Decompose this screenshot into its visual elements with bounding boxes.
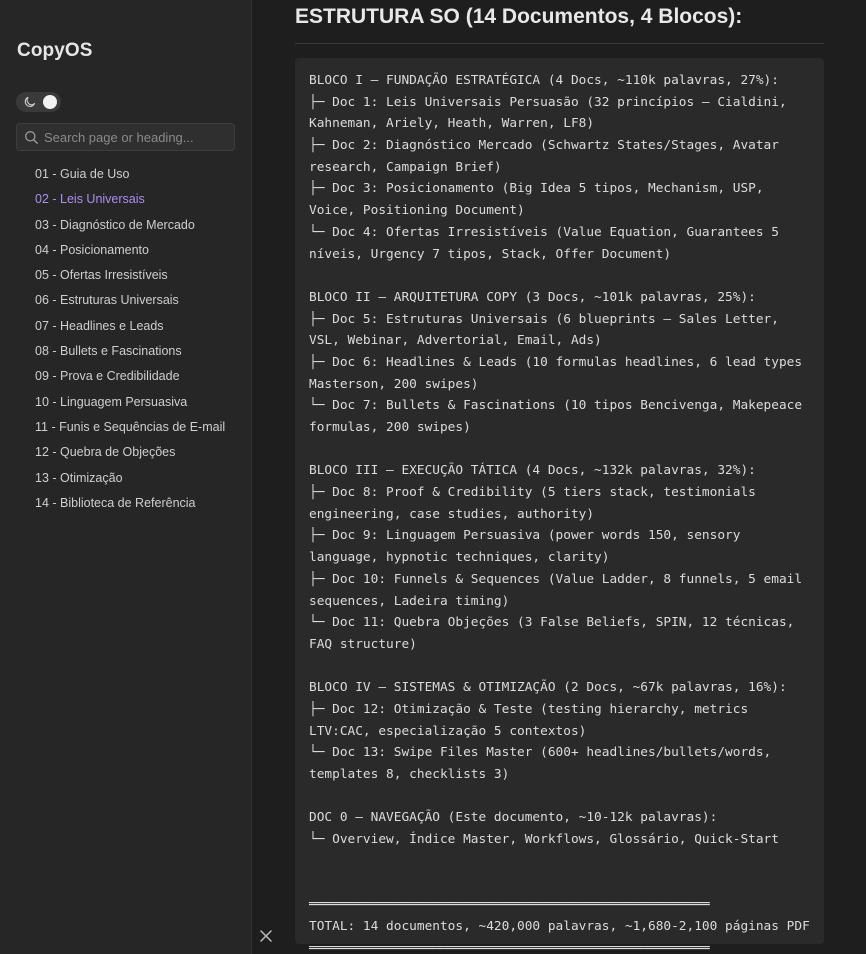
code-line: └─ Doc 11: Quebra Objeções (3 False Beliefs, SPIN, 12 técnicas, bbox=[309, 615, 795, 631]
code-line: sequences, Ladeira timing) bbox=[309, 593, 510, 609]
code-line bbox=[309, 439, 810, 461]
close-icon[interactable] bbox=[259, 929, 273, 943]
search-input[interactable] bbox=[44, 124, 230, 150]
code-line: └─ Doc 13: Swipe Files Master (600+ headlines/bullets/words, bbox=[309, 745, 772, 761]
code-line: BLOCO II — ARQUITETURA COPY (3 Docs, ~101k palavras, 25%): bbox=[309, 289, 756, 305]
code-line: templates 8, checklists 3) bbox=[309, 767, 510, 782]
code-line bbox=[309, 265, 810, 287]
code-line: Masterson, 200 swipes) bbox=[309, 376, 479, 392]
code-line: ════════════════════════════════════════════════════ bbox=[309, 897, 710, 913]
code-line: └─ Doc 4: Ofertas Irresistíveis (Value Equation, Guarantees 5 bbox=[309, 224, 779, 240]
sidebar-item[interactable]: 04 - Posicionamento bbox=[35, 242, 149, 257]
code-line: ├─ Doc 6: Headlines & Leads (10 formulas headlines, 6 lead types bbox=[309, 354, 803, 370]
code-line: engineering, case studies, authority) bbox=[309, 506, 595, 522]
sidebar-item[interactable]: 05 - Ofertas Irresistíveis bbox=[35, 268, 168, 283]
sidebar-item[interactable]: 10 - Linguagem Persuasiva bbox=[35, 394, 188, 409]
code-line: LTV:CAC, especialização 5 contextos) bbox=[309, 723, 587, 739]
code-line: Voice, Positioning Document) bbox=[309, 203, 525, 219]
code-line: BLOCO I — FUNDAÇÃO ESTRATÉGICA (4 Docs, ~110k palavras, 27%): bbox=[309, 73, 779, 88]
sidebar bbox=[0, 0, 252, 954]
search-box bbox=[16, 123, 235, 151]
code-line: ├─ Doc 8: Proof & Credibility (5 tiers stack, testimonials bbox=[309, 485, 756, 501]
search-icon bbox=[24, 130, 39, 145]
code-line: ├─ Doc 2: Diagnóstico Mercado (Schwartz States/Stages, Avatar bbox=[309, 138, 779, 154]
theme-toggle[interactable] bbox=[16, 92, 61, 112]
code-line: FAQ structure) bbox=[309, 636, 417, 652]
code-line: research, Campaign Brief) bbox=[309, 159, 502, 175]
sidebar-item[interactable]: 08 - Bullets e Fascinations bbox=[35, 344, 182, 359]
code-line: formulas, 200 swipes) bbox=[309, 420, 471, 435]
code-line: BLOCO IV — SISTEMAS & OTIMIZAÇÃO (2 Docs, ~67k palavras, 16%): bbox=[309, 680, 787, 696]
app-title[interactable]: CopyOS bbox=[17, 40, 93, 61]
code-block bbox=[295, 58, 824, 954]
code-line: VSL, Webinar, Advertorial, Email, Ads) bbox=[309, 333, 602, 349]
code-line: níveis, Urgency 7 tipos, Stack, Offer Document) bbox=[309, 246, 672, 262]
sidebar-item[interactable]: 13 - Otimização bbox=[35, 470, 123, 485]
sidebar-item[interactable]: 07 - Headlines e Leads bbox=[35, 318, 164, 333]
title-divider bbox=[295, 43, 824, 44]
sidebar-nav bbox=[35, 164, 225, 518]
sidebar-item[interactable]: 06 - Estruturas Universais bbox=[35, 293, 179, 308]
code-line: ├─ Doc 9: Linguagem Persuasiva (power words 150, sensory bbox=[309, 528, 741, 544]
code-line: ├─ Doc 1: Leis Universais Persuasão (32 princípios — Cialdini, bbox=[309, 94, 787, 110]
page-title: ESTRUTURA SO (14 Documentos, 4 Blocos): bbox=[295, 5, 743, 28]
code-line bbox=[309, 656, 810, 678]
sidebar-item[interactable]: 11 - Funis e Sequências de E-mail bbox=[35, 419, 226, 434]
sidebar-item[interactable]: 01 - Guia de Uso bbox=[35, 167, 130, 181]
code-line: ════════════════════════════════════════════════════ bbox=[309, 940, 710, 954]
sidebar-item[interactable]: 12 - Quebra de Objeções bbox=[35, 445, 176, 460]
sidebar-item[interactable]: 02 - Leis Universais bbox=[35, 192, 145, 207]
code-line: DOC 0 — NAVEGAÇÃO (Este documento, ~10-12k palavras): bbox=[309, 810, 718, 826]
sidebar-item[interactable]: 14 - Biblioteca de Referência bbox=[35, 495, 196, 510]
code-line: ├─ Doc 5: Estruturas Universais (6 blueprints — Sales Letter, bbox=[309, 311, 779, 327]
code-line: ├─ Doc 3: Posicionamento (Big Idea 5 tipos, Mechanism, USP, bbox=[309, 181, 764, 197]
toggle-knob bbox=[43, 95, 57, 109]
code-line bbox=[309, 851, 810, 873]
code-line: └─ Overview, Índice Master, Workflows, Glossário, Quick-Start bbox=[309, 832, 779, 848]
sidebar-item[interactable]: 09 - Prova e Credibilidade bbox=[35, 369, 180, 384]
code-line bbox=[309, 872, 810, 894]
code-line: BLOCO III — EXECUÇÃO TÁTICA (4 Docs, ~132k palavras, 32%): bbox=[309, 463, 756, 479]
moon-icon bbox=[24, 96, 36, 108]
sidebar-item[interactable]: 03 - Diagnóstico de Mercado bbox=[35, 217, 195, 232]
code-line: language, hypnotic techniques, clarity) bbox=[309, 550, 610, 566]
code-line: └─ Doc 7: Bullets & Fascinations (10 tipos Bencivenga, Makepeace bbox=[309, 398, 803, 414]
code-line bbox=[309, 786, 810, 808]
code-line: Kahneman, Ariely, Heath, Warren, LF8) bbox=[309, 116, 595, 132]
code-line: TOTAL: 14 documentos, ~420,000 palavras, ~1,680-2,100 páginas PDF bbox=[309, 918, 810, 934]
code-line: ├─ Doc 12: Otimização & Teste (testing hierarchy, metrics bbox=[309, 701, 749, 717]
code-line: ├─ Doc 10: Funnels & Sequences (Value Ladder, 8 funnels, 5 email bbox=[309, 571, 803, 587]
